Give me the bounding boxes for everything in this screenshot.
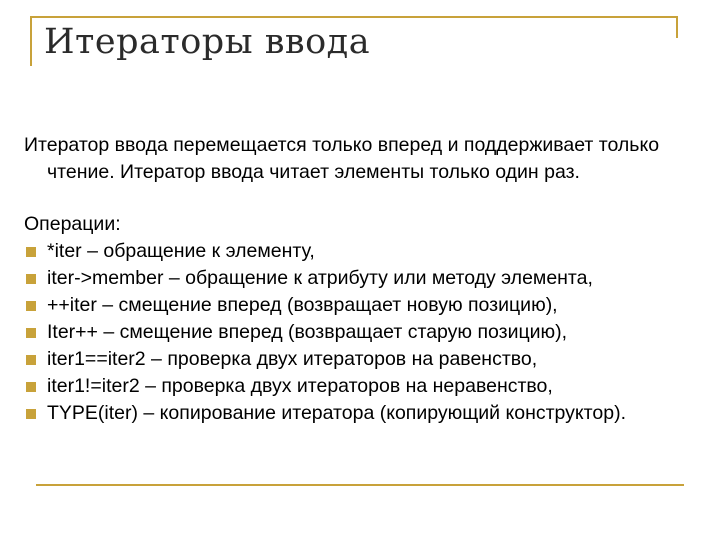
- list-item: [24, 238, 704, 265]
- slide-body: [24, 132, 704, 427]
- square-bullet-icon: [26, 247, 36, 257]
- list-item: [24, 346, 704, 373]
- square-bullet-icon: [26, 301, 36, 311]
- intro-paragraph: Итератор ввода перемещается только вперед и поддерживает только чтение. Итератор ввода читает элементы только один раз.: [24, 134, 660, 183]
- list-item-text: iter1==iter2 – проверка двух итераторов на равенство,: [47, 348, 538, 370]
- list-item: [24, 292, 704, 319]
- title-frame-left-line: [30, 16, 32, 66]
- list-item: [24, 373, 704, 400]
- list-item: [24, 400, 704, 427]
- list-item: [24, 265, 704, 292]
- list-item-text: Iter++ – смещение вперед (возвращает старую позицию),: [47, 321, 568, 343]
- slide-title: Итераторы ввода: [44, 22, 371, 62]
- square-bullet-icon: [26, 409, 36, 419]
- square-bullet-icon: [26, 355, 36, 365]
- list-item: [24, 319, 704, 346]
- list-item-text: *iter – обращение к элементу,: [47, 240, 315, 262]
- list-item-text: ++iter – смещение вперед (возвращает новую позицию),: [47, 294, 558, 316]
- title-frame-right-line: [676, 16, 678, 38]
- square-bullet-icon: [26, 328, 36, 338]
- title-frame-top-line: [30, 16, 678, 18]
- list-item-text: TYPE(iter) – копирование итератора (копирующий конструктор).: [47, 402, 626, 424]
- square-bullet-icon: [26, 382, 36, 392]
- operations-heading: Операции:: [24, 213, 121, 235]
- list-item-text: iter->member – обращение к атрибуту или методу элемента,: [47, 267, 593, 289]
- list-item-text: iter1!=iter2 – проверка двух итераторов на неравенство,: [47, 375, 553, 397]
- operations-list: [24, 238, 704, 427]
- bottom-divider: [36, 484, 684, 486]
- square-bullet-icon: [26, 274, 36, 284]
